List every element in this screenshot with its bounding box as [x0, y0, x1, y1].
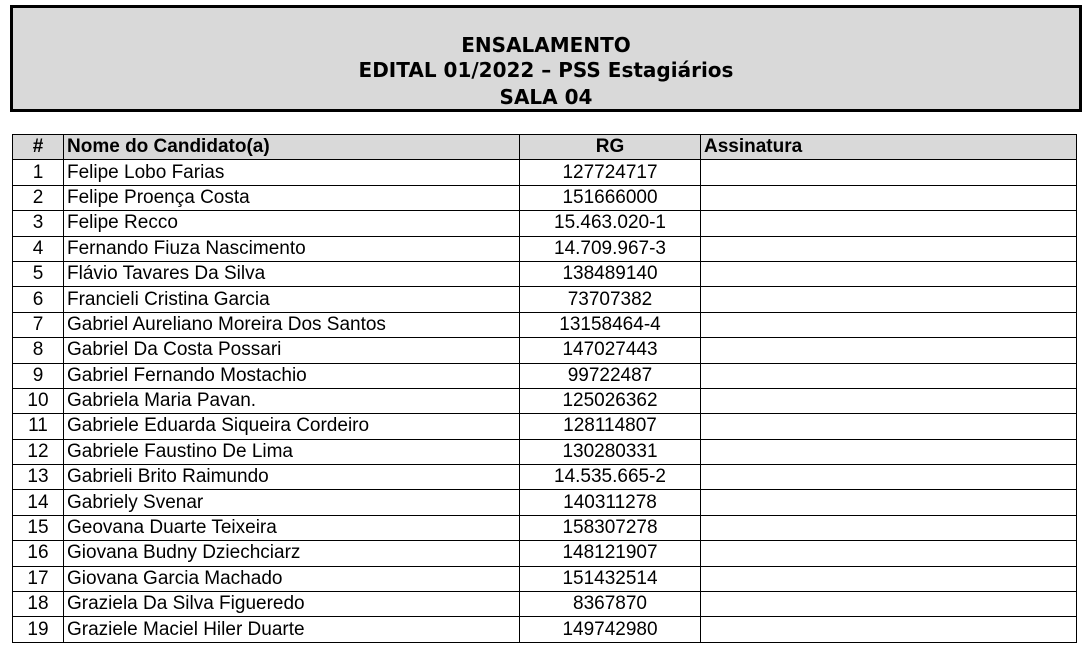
table-row — [13, 287, 1077, 312]
signature-cell[interactable] — [701, 465, 1077, 490]
candidate-rg: 99722487 — [520, 363, 701, 388]
candidate-rg: 13158464-4 — [520, 312, 701, 337]
candidate-name: Gabriela Maria Pavan. — [64, 388, 520, 413]
column-header-rg: RG — [520, 135, 701, 160]
candidate-rg: 14.709.967-3 — [520, 236, 701, 261]
signature-cell[interactable] — [701, 490, 1077, 515]
candidate-name: Gabriel Da Costa Possari — [64, 338, 520, 363]
candidate-name: Gabriel Fernando Mostachio — [64, 363, 520, 388]
row-number: 17 — [13, 566, 64, 591]
table-row — [13, 592, 1077, 617]
candidate-rg: 127724717 — [520, 160, 701, 185]
candidate-name: Geovana Duarte Teixeira — [64, 515, 520, 540]
signature-cell[interactable] — [701, 541, 1077, 566]
row-number: 7 — [13, 312, 64, 337]
table-row — [13, 211, 1077, 236]
candidate-name: Gabriely Svenar — [64, 490, 520, 515]
signature-cell[interactable] — [701, 338, 1077, 363]
candidate-name: Felipe Recco — [64, 211, 520, 236]
signature-cell[interactable] — [701, 414, 1077, 439]
column-header-name: Nome do Candidato(a) — [64, 135, 520, 160]
table-row — [13, 617, 1077, 642]
table-row — [13, 338, 1077, 363]
candidate-rg: 130280331 — [520, 439, 701, 464]
row-number: 15 — [13, 515, 64, 540]
candidate-name: Francieli Cristina Garcia — [64, 287, 520, 312]
signature-cell[interactable] — [701, 592, 1077, 617]
candidate-rg: 140311278 — [520, 490, 701, 515]
table-row — [13, 515, 1077, 540]
candidate-rg: 147027443 — [520, 338, 701, 363]
row-number: 11 — [13, 414, 64, 439]
room-label: SALA 04 — [499, 85, 593, 109]
signature-cell[interactable] — [701, 160, 1077, 185]
candidate-name: Gabriele Eduarda Siqueira Cordeiro — [64, 414, 520, 439]
candidate-name: Gabrieli Brito Raimundo — [64, 465, 520, 490]
table-header-row — [13, 135, 1077, 160]
candidate-name: Giovana Garcia Machado — [64, 566, 520, 591]
candidate-rg: 151432514 — [520, 566, 701, 591]
row-number: 13 — [13, 465, 64, 490]
candidate-name: Graziela Da Silva Figueredo — [64, 592, 520, 617]
edital-subtitle: EDITAL 01/2022 – PSS Estagiários — [358, 58, 734, 82]
signature-cell[interactable] — [701, 388, 1077, 413]
signature-cell[interactable] — [701, 236, 1077, 261]
document-title: ENSALAMENTO — [461, 33, 631, 57]
header-box — [10, 5, 1082, 112]
signature-cell[interactable] — [701, 363, 1077, 388]
candidate-name: Graziele Maciel Hiler Duarte — [64, 617, 520, 642]
signature-cell[interactable] — [701, 211, 1077, 236]
table-row — [13, 160, 1077, 185]
signature-cell[interactable] — [701, 287, 1077, 312]
signature-cell[interactable] — [701, 185, 1077, 210]
candidate-rg: 149742980 — [520, 617, 701, 642]
signature-cell[interactable] — [701, 439, 1077, 464]
candidate-name: Gabriel Aureliano Moreira Dos Santos — [64, 312, 520, 337]
candidate-name: Felipe Proença Costa — [64, 185, 520, 210]
candidate-table — [12, 134, 1077, 643]
candidate-rg: 15.463.020-1 — [520, 211, 701, 236]
candidate-rg: 128114807 — [520, 414, 701, 439]
candidate-rg: 148121907 — [520, 541, 701, 566]
column-header-number: # — [13, 135, 64, 160]
candidate-name: Gabriele Faustino De Lima — [64, 439, 520, 464]
candidate-rg: 14.535.665-2 — [520, 465, 701, 490]
row-number: 19 — [13, 617, 64, 642]
table-row — [13, 388, 1077, 413]
row-number: 4 — [13, 236, 64, 261]
row-number: 3 — [13, 211, 64, 236]
candidate-rg: 151666000 — [520, 185, 701, 210]
candidate-name: Flávio Tavares Da Silva — [64, 261, 520, 286]
signature-cell[interactable] — [701, 617, 1077, 642]
table-row — [13, 363, 1077, 388]
row-number: 18 — [13, 592, 64, 617]
candidate-rg: 158307278 — [520, 515, 701, 540]
row-number: 1 — [13, 160, 64, 185]
signature-cell[interactable] — [701, 312, 1077, 337]
table-row — [13, 236, 1077, 261]
table-row — [13, 312, 1077, 337]
candidate-rg: 73707382 — [520, 287, 701, 312]
candidate-rg: 8367870 — [520, 592, 701, 617]
table-row — [13, 261, 1077, 286]
candidate-name: Felipe Lobo Farias — [64, 160, 520, 185]
column-header-signature: Assinatura — [701, 135, 1077, 160]
row-number: 9 — [13, 363, 64, 388]
table-row — [13, 414, 1077, 439]
row-number: 10 — [13, 388, 64, 413]
table-row — [13, 465, 1077, 490]
table-row — [13, 541, 1077, 566]
table-row — [13, 566, 1077, 591]
signature-cell[interactable] — [701, 261, 1077, 286]
table-row — [13, 185, 1077, 210]
candidate-name: Fernando Fiuza Nascimento — [64, 236, 520, 261]
row-number: 12 — [13, 439, 64, 464]
row-number: 5 — [13, 261, 64, 286]
table-row — [13, 439, 1077, 464]
signature-cell[interactable] — [701, 566, 1077, 591]
candidate-name: Giovana Budny Dziechciarz — [64, 541, 520, 566]
row-number: 8 — [13, 338, 64, 363]
row-number: 14 — [13, 490, 64, 515]
candidate-rg: 125026362 — [520, 388, 701, 413]
candidate-rg: 138489140 — [520, 261, 701, 286]
row-number: 2 — [13, 185, 64, 210]
signature-cell[interactable] — [701, 515, 1077, 540]
row-number: 16 — [13, 541, 64, 566]
row-number: 6 — [13, 287, 64, 312]
table-row — [13, 490, 1077, 515]
